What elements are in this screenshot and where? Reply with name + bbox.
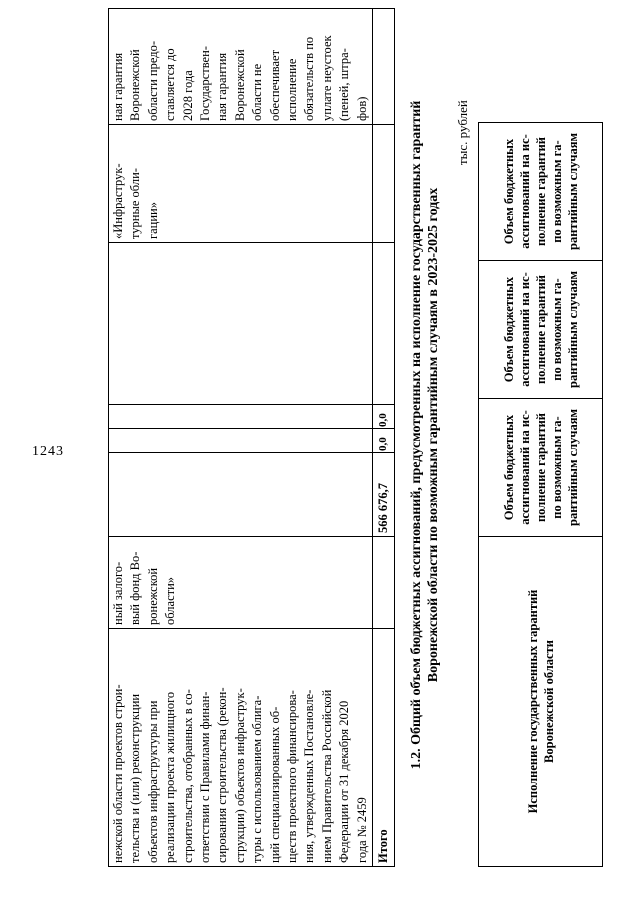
total-value: 0,0 [373,405,395,429]
total-empty-cell [373,537,395,629]
total-empty-cell [373,9,395,125]
amount-cell [109,453,373,537]
budget-allocations-table [478,122,603,867]
obligations-cell: «Инфраструк- турные обли- гации» [109,125,373,243]
pledge-fund-cell: ный залого- вый фонд Во- ронежской области» [109,537,373,629]
empty-cell [109,243,373,405]
guarantee-purpose-cell: нежской области проектов строи- тельства и (или) реконструкции объектов инфраструктуры при реализации проекта жилищного строительства, отобранных в со- ответствии с Правилами финан- сирования строительства (рекон- струкции) объектов инфраструк- туры с использованием облига- ций специализированных об- ществ проектного финансирова- ния, утвержденных Постановле- нием Правительства Российской Федерации от 31 декабря 2020 года № 2459 [109,629,373,867]
total-empty-cell [373,243,395,405]
units-label: тыс. рублей [455,100,470,165]
value-cell [109,405,373,429]
header-guarantee-execution: Исполнение государственных гарантий Воронежской области [479,537,603,867]
total-label: Итого [373,629,395,867]
guarantee-terms-cell: ная гарантия Воронежской области предо- ставляется до 2028 года Государствен- ная гарантия Воронежской области не обеспечивает исполнение обязательств по уплате неустоек (пеней, штра- фов) [109,9,373,125]
header-budget-volume: Объем бюджетных ассигнований на ис- полнение гарантий по возможным га- рантийным случаям [479,399,603,537]
section-heading: 1.2. Общий объем бюджетных ассигнований, предусмотренных на исполнение государственных гарантий Воронежской области по возможным гарантийным случаям в 2023-2025 годах [409,100,441,770]
total-empty-cell [373,125,395,243]
guarantees-table [108,8,395,867]
value-cell [109,429,373,453]
header-budget-volume: Объем бюджетных ассигнований на ис- полнение гарантий по возможным га- рантийным случаям [479,261,603,399]
table-row [109,9,373,867]
header-row [479,123,603,867]
total-value: 0,0 [373,429,395,453]
total-row [373,9,395,867]
total-sum: 566 676,7 [373,453,395,537]
page-number: 1243 [32,444,64,459]
header-budget-volume: Объем бюджетных ассигнований на ис- полнение гарантий по возможным га- рантийным случаям [479,123,603,261]
